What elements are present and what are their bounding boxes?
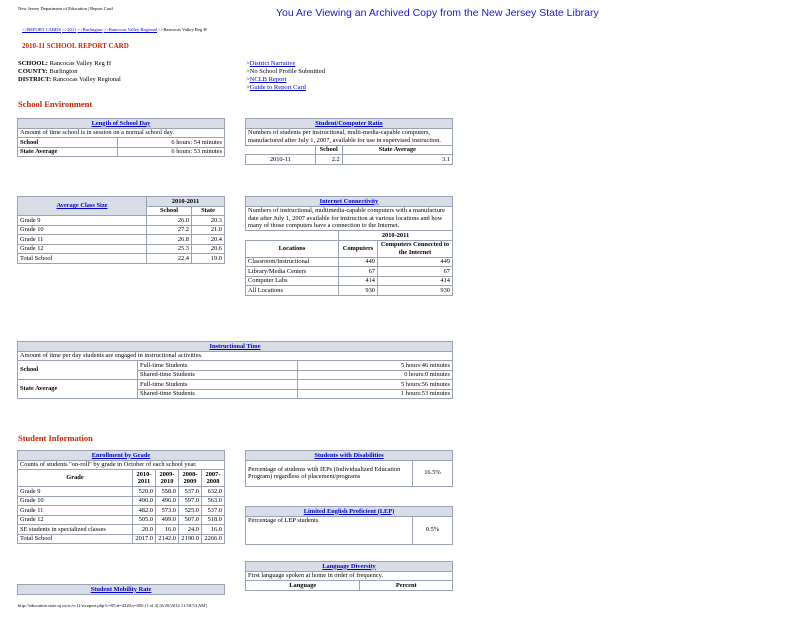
table-row [18, 225, 225, 235]
student-computer-title[interactable]: Student/Computer Ratio [315, 119, 383, 127]
section-student-information: Student Information [18, 433, 93, 443]
instructional-time-table [17, 341, 453, 399]
table-row [246, 286, 453, 296]
length-of-day-title[interactable]: Length of School Day [91, 119, 151, 127]
instructional-time-title[interactable]: Instructional Time [209, 342, 261, 350]
class-size-table [17, 196, 225, 264]
enrollment-table [17, 450, 225, 544]
row-year: 2010-11 [246, 155, 316, 165]
mobility-table [17, 584, 225, 595]
school-value: 25.3 [147, 244, 192, 254]
cell-value: 2190.0 [179, 534, 202, 544]
nclb-report-link[interactable]: NCLB Report [249, 76, 287, 83]
disabilities-value: 16.5% [413, 460, 453, 486]
disabilities-title[interactable]: Students with Disabilities [314, 451, 384, 459]
cell-value: 573.0 [156, 506, 179, 516]
school-value: 27.2 [147, 225, 192, 235]
col-year: 2007-2008 [202, 470, 225, 487]
row-label: Grade 9 [18, 487, 133, 497]
row-type: Shared-time Students [138, 389, 298, 399]
class-size-title[interactable]: Average Class Size [56, 202, 108, 210]
row-type: Shared-time Students [138, 370, 298, 380]
lep-table [245, 506, 453, 545]
disabilities-table [245, 450, 453, 487]
row-label: Grade 11 [18, 506, 133, 516]
breadcrumb [22, 27, 207, 32]
district-label: DISTRICT: [18, 76, 52, 83]
county-name: Burlington [49, 68, 78, 75]
cell-value: 525.0 [179, 506, 202, 516]
group-label: State Average [18, 380, 138, 399]
row-value: 0 hours:0 minutes [298, 370, 453, 380]
class-size-year: 2010-2011 [147, 197, 225, 207]
cell-value: 16.0 [156, 525, 179, 535]
site-name: New Jersey Department of Education | Report Card [18, 6, 113, 11]
computers-value: 449 [339, 257, 378, 267]
table-row [18, 380, 453, 390]
cell-value: 16.0 [202, 525, 225, 535]
row-label: Library/Media Centers [246, 267, 339, 277]
breadcrumb-district[interactable]: >>Rancocas Valley Regional [103, 27, 157, 32]
guide-link[interactable]: Guide to Report Card [249, 84, 306, 91]
row-label: Grade 12 [18, 515, 133, 525]
cell-value: 2017.0 [133, 534, 156, 544]
table-row [246, 267, 453, 277]
school-value: 22.4 [147, 254, 192, 264]
language-table [245, 561, 453, 591]
row-value: 1 hours:53 minutes [298, 389, 453, 399]
internet-desc: Numbers of instructional, multimedia-capable computers with a manufacture date after July 1, 2007 available for instruction at various locations and how many of those computers have a connection to the Internet. [246, 206, 453, 231]
state-value: 21.0 [192, 225, 225, 235]
cell-value: 482.0 [133, 506, 156, 516]
table-row [18, 216, 225, 226]
connected-value: 449 [378, 257, 453, 267]
row-type: Full-time Students [138, 361, 298, 371]
table-row [18, 506, 225, 516]
enrollment-desc: Counts of students "on-roll" by grade in October of each school year. [18, 460, 225, 470]
cell-value: 2266.0 [202, 534, 225, 544]
enrollment-title[interactable]: Enrollment by Grade [91, 451, 151, 459]
cell-value: 518.0 [202, 515, 225, 525]
table-row [18, 138, 225, 148]
breadcrumb-report-cards[interactable]: >>REPORT CARDS [22, 27, 61, 32]
lep-desc: Percentage of LEP students [246, 516, 413, 544]
table-row [18, 361, 453, 371]
cell-value: 507.0 [179, 515, 202, 525]
link-prefix: > [246, 60, 250, 67]
row-type: Full-time Students [138, 380, 298, 390]
no-profile-text: No School Profile Submitted [249, 68, 325, 75]
row-label: State Average [18, 147, 118, 157]
school-value: 26.8 [147, 235, 192, 245]
col-school: School [147, 206, 192, 216]
county-label: COUNTY: [18, 68, 48, 75]
row-label: Total School [18, 254, 147, 264]
row-label: Computer Labs [246, 276, 339, 286]
section-school-environment: School Environment [18, 99, 93, 109]
row-label: Grade 9 [18, 216, 147, 226]
mobility-title[interactable]: Student Mobility Rate [90, 585, 152, 593]
cell-value: 597.0 [179, 496, 202, 506]
breadcrumb-county[interactable]: >>Burlington [77, 27, 103, 32]
col-connected: Computers Connected to the Internet [378, 240, 453, 257]
school-label: SCHOOL: [18, 60, 48, 67]
row-label: Grade 10 [18, 496, 133, 506]
table-row [18, 487, 225, 497]
col-computers: Computers [339, 240, 378, 257]
col-school: School [315, 145, 342, 155]
student-computer-table [245, 118, 453, 165]
table-row [18, 496, 225, 506]
page-title: 2010-11 SCHOOL REPORT CARD [22, 42, 129, 50]
row-label: School [18, 138, 118, 148]
row-label: Grade 12 [18, 244, 147, 254]
col-year: 2008-2009 [179, 470, 202, 487]
cell-value: 2142.0 [156, 534, 179, 544]
school-value: 2.2 [315, 155, 342, 165]
cell-value: 520.0 [133, 487, 156, 497]
cell-value: 537.0 [202, 506, 225, 516]
table-row [246, 257, 453, 267]
row-value: 6 hours: 53 minutes [118, 147, 225, 157]
school-value: 26.0 [147, 216, 192, 226]
state-value: 20.4 [192, 235, 225, 245]
side-links [246, 60, 325, 92]
computers-value: 414 [339, 276, 378, 286]
row-label: SE students in specialized classes [18, 525, 133, 535]
col-state: State [192, 206, 225, 216]
cell-value: 537.0 [179, 487, 202, 497]
cell-value: 632.0 [202, 487, 225, 497]
col-percent: Percent [360, 581, 453, 591]
table-row [18, 254, 225, 264]
col-grade: Grade [18, 470, 133, 487]
cell-value: 558.0 [156, 487, 179, 497]
cell-value: 490.0 [133, 496, 156, 506]
state-value: 19.0 [192, 254, 225, 264]
language-title[interactable]: Language Diversity [322, 562, 376, 570]
cell-value: 496.0 [156, 496, 179, 506]
computers-value: 67 [339, 267, 378, 277]
cell-value: 499.0 [156, 515, 179, 525]
breadcrumb-year[interactable]: >>2011 [62, 27, 77, 32]
school-info [18, 60, 121, 84]
district-narrative-link[interactable]: District Narrative [249, 60, 296, 67]
state-value: 3.1 [342, 155, 452, 165]
table-row [18, 147, 225, 157]
language-desc: First language spoken at home in order of frequency. [246, 571, 453, 581]
table-row [18, 534, 225, 544]
table-row [246, 460, 453, 486]
table-row [18, 235, 225, 245]
cell-value: 505.0 [133, 515, 156, 525]
row-label: Total School [18, 534, 133, 544]
computers-value: 930 [339, 286, 378, 296]
table-row [18, 244, 225, 254]
row-value: 5 hours:56 minutes [298, 380, 453, 390]
col-year: 2009-2010 [156, 470, 179, 487]
school-name: Rancocas Valley Reg H [49, 60, 112, 67]
state-value: 20.3 [192, 216, 225, 226]
lep-value: 0.5% [413, 516, 453, 544]
link-prefix: > [246, 68, 250, 75]
internet-table [245, 196, 453, 296]
table-row [246, 276, 453, 286]
link-prefix: > [246, 84, 250, 91]
group-label: School [18, 361, 138, 380]
footer-url: http://education.state.nj.us/rc/rc11/rcreport.php?c=05;d=4320;s=050 (1 of 4) [6/20/2012 11:50:53 AM] [18, 603, 207, 608]
table-row [246, 516, 453, 544]
connected-value: 414 [378, 276, 453, 286]
row-value: 6 hours: 54 minutes [118, 138, 225, 148]
district-name: Rancocas Valley Regional [52, 76, 121, 83]
lep-title[interactable]: Limited English Proficient (LEP) [303, 507, 395, 515]
archive-banner: You Are Viewing an Archived Copy from the New Jersey State Library [276, 7, 599, 19]
col-year: 2010-2011 [133, 470, 156, 487]
table-row [18, 515, 225, 525]
cell-value: 20.0 [133, 525, 156, 535]
disabilities-desc: Percentage of students with IEPs (Individualized Education Program) regardless of placement/programs [246, 460, 413, 486]
length-of-day-desc: Amount of time school is in session on a normal school day. [18, 128, 225, 138]
table-row [246, 155, 453, 165]
col-language: Language [246, 581, 360, 591]
length-of-day-table [17, 118, 225, 157]
instructional-time-desc: Amount of time per day students are engaged in instructional activities. [18, 351, 453, 361]
table-row [18, 525, 225, 535]
student-computer-desc: Numbers of students per instructional, multi-media-capable computers, manufactured after July 1, 2007, available for use in supervised instruction. [246, 128, 453, 145]
link-prefix: > [246, 76, 250, 83]
row-value: 5 hours:46 minutes [298, 361, 453, 371]
breadcrumb-school: >>Rancocas Valley Reg H [158, 27, 207, 32]
state-value: 20.6 [192, 244, 225, 254]
row-label: Grade 10 [18, 225, 147, 235]
col-locations: Locations [246, 240, 339, 257]
connected-value: 67 [378, 267, 453, 277]
connected-value: 930 [378, 286, 453, 296]
row-label: All Locations [246, 286, 339, 296]
internet-title[interactable]: Internet Connectivity [319, 197, 379, 205]
row-label: Classroom/Instructional [246, 257, 339, 267]
internet-year: 2010-2011 [339, 231, 453, 241]
cell-value: 24.0 [179, 525, 202, 535]
row-label: Grade 11 [18, 235, 147, 245]
cell-value: 563.0 [202, 496, 225, 506]
col-state: State Average [342, 145, 452, 155]
